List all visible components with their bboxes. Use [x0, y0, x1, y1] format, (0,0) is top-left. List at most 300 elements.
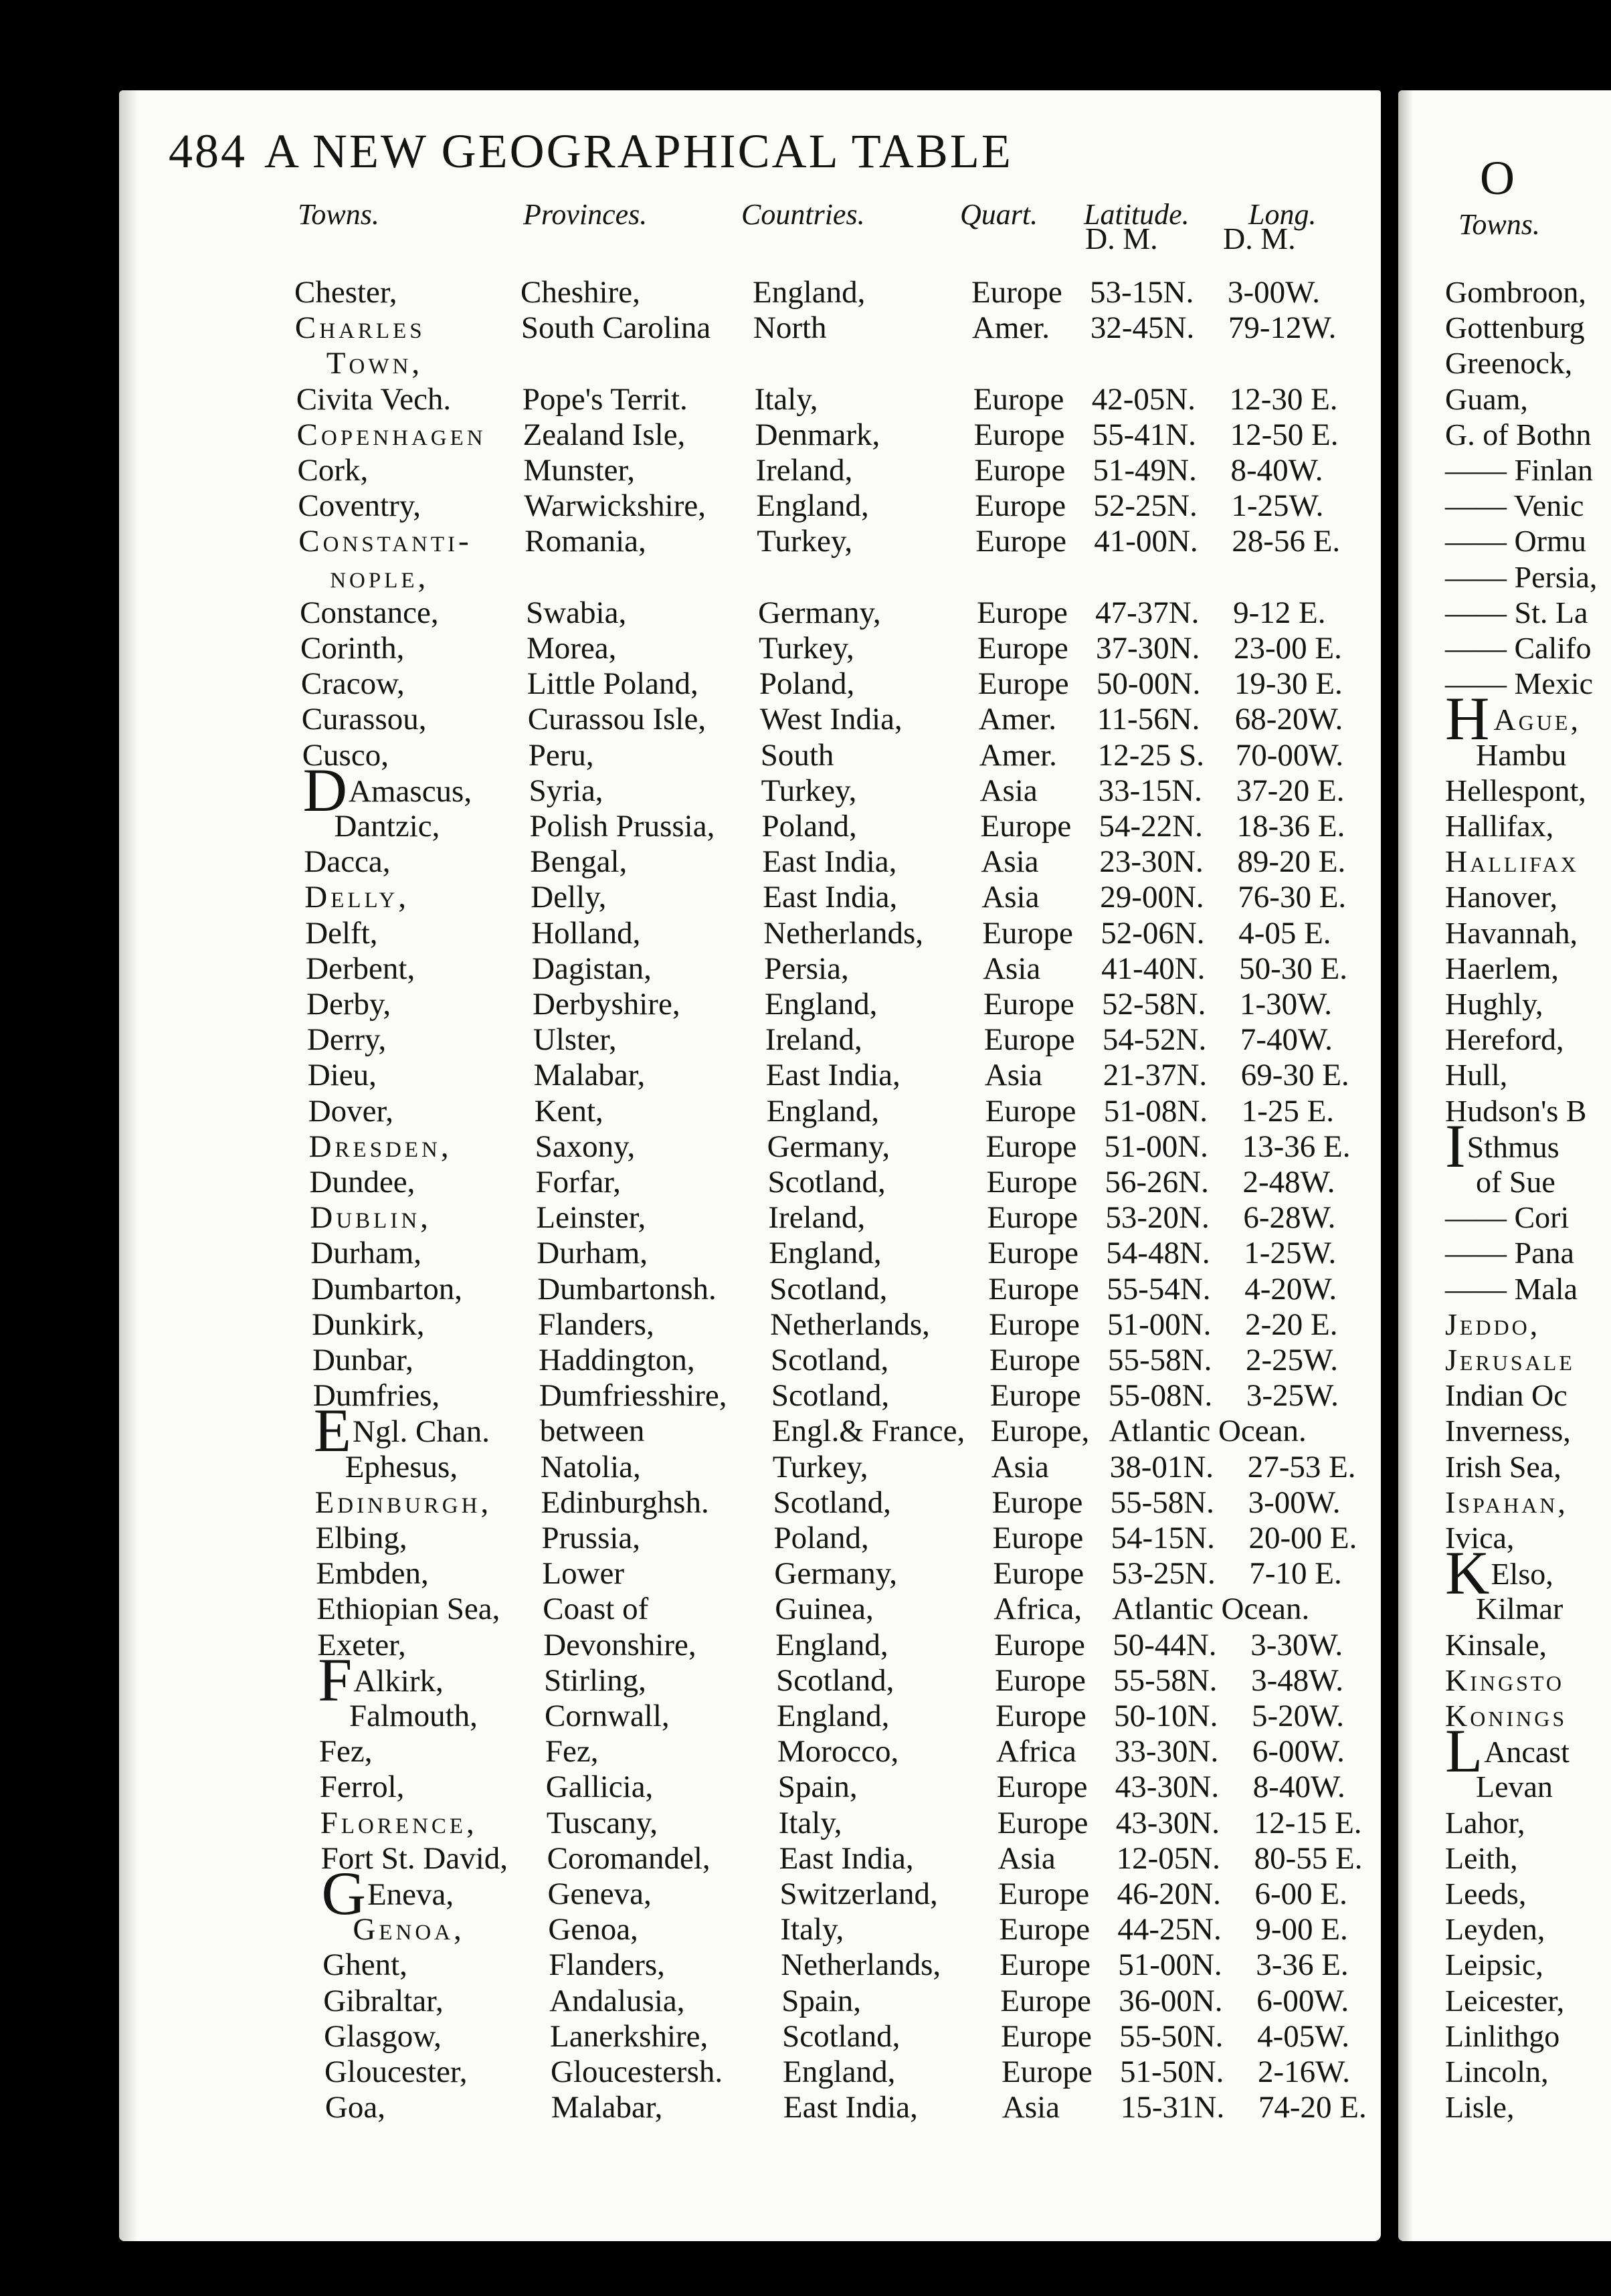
- table-row: [317, 1627, 1401, 1662]
- right-page-row: [1445, 1377, 1568, 1413]
- quarter-cell: [993, 1555, 1084, 1592]
- longitude-cell: [1252, 1733, 1345, 1769]
- latitude-cell: [1114, 1698, 1218, 1734]
- longitude-cell-text: 19-30 E.: [1234, 666, 1343, 702]
- table-row: [300, 595, 1384, 630]
- latitude-cell: [1105, 1129, 1208, 1165]
- town-cell: [299, 559, 429, 595]
- longitude-cell-text: 12-50 E.: [1230, 417, 1339, 452]
- country-cell-text: England,: [753, 275, 866, 310]
- right-page-row: [1445, 488, 1584, 523]
- town-cell: [300, 630, 404, 666]
- longitude-cell: [1254, 1840, 1363, 1877]
- quarter-cell: [975, 452, 1066, 488]
- town-cell-text: Genoa,: [353, 1912, 465, 1947]
- country-cell: [766, 1057, 901, 1093]
- table-row: [296, 345, 1380, 380]
- right-page-row: [1445, 417, 1592, 452]
- province-cell-text: Syria,: [529, 773, 603, 808]
- longitude-cell: [1234, 630, 1342, 666]
- province-cell: [547, 1805, 658, 1841]
- quarter-cell: [997, 1769, 1088, 1805]
- latitude-cell: [1097, 701, 1200, 737]
- country-cell-text: Germany,: [758, 595, 881, 630]
- latitude-cell: [1120, 2054, 1224, 2090]
- latitude-cell: [1119, 1983, 1222, 2019]
- country-cell-text: Switzerland,: [779, 1877, 938, 1911]
- province-cell: [535, 1093, 603, 1129]
- latitude-cell-text: 54-15N.: [1111, 1521, 1215, 1555]
- town-cell-text: Dover,: [308, 1093, 394, 1129]
- right-page-row: [1445, 1235, 1574, 1270]
- latitude-cell-text: 43-30N.: [1115, 1769, 1220, 1805]
- quarter-cell-text: Europe: [995, 1662, 1086, 1698]
- quarter-cell: [977, 630, 1068, 666]
- quarter-cell-text: Europe: [975, 488, 1066, 524]
- country-cell: [779, 1840, 914, 1877]
- longitude-cell: [1238, 879, 1346, 915]
- town-cell: [298, 523, 472, 559]
- province-cell-text: Genoa,: [548, 1912, 638, 1947]
- longitude-cell: [1254, 1805, 1362, 1841]
- latitude-cell: [1111, 1485, 1214, 1521]
- country-cell: [769, 1235, 881, 1271]
- latitude-cell: [1119, 2018, 1223, 2054]
- town-cell-text: Dumbarton,: [311, 1271, 463, 1307]
- town-cell: [310, 1164, 415, 1200]
- longitude-cell-text: 76-30 E.: [1238, 880, 1347, 915]
- longitude-cell: [1235, 701, 1343, 737]
- town-cell: [295, 310, 425, 346]
- longitude-cell-text: 7-10 E.: [1249, 1556, 1342, 1592]
- latitude-cell: [1118, 1947, 1222, 1983]
- right-page-town-text: —— Venic: [1445, 488, 1584, 523]
- quarter-cell: [987, 1164, 1078, 1200]
- quarter-cell-text: Europe: [983, 987, 1074, 1022]
- country-cell: [753, 310, 827, 346]
- right-page-town-text: Hughly,: [1445, 987, 1543, 1021]
- province-cell: [547, 1840, 710, 1877]
- drop-initial: D: [302, 755, 348, 824]
- table-row: [302, 737, 1386, 772]
- right-page-row: [1445, 1591, 1563, 1626]
- latitude-cell-text: 41-40N.: [1101, 951, 1206, 986]
- right-page-town-text: Lincoln,: [1445, 2054, 1549, 2089]
- country-cell-text: Poland,: [773, 1521, 869, 1555]
- quarter-cell-text: Europe: [977, 595, 1068, 630]
- latitude-cell-text: 55-58N.: [1110, 1485, 1214, 1520]
- latitude-cell-text: 52-58N.: [1102, 987, 1206, 1022]
- quarter-cell-text: Europe: [987, 1200, 1078, 1236]
- quarter-cell-text: Europe: [992, 1521, 1084, 1555]
- latitude-cell: [1110, 1449, 1214, 1485]
- province-cell: [532, 951, 652, 987]
- right-page-town-text: Hellespont,: [1445, 773, 1586, 807]
- quarter-cell: [988, 1271, 1079, 1307]
- table-row: [304, 808, 1388, 843]
- table-row: [299, 559, 1383, 594]
- quarter-cell-text: Europe: [982, 915, 1073, 951]
- right-page-row: [1445, 1057, 1507, 1092]
- latitude-cell-text: 11-56N.: [1097, 702, 1200, 737]
- latitude-cell-text: 52-25N.: [1093, 488, 1198, 524]
- right-page-town-text: Ancast: [1484, 1735, 1570, 1769]
- longitude-cell: [1241, 1057, 1349, 1093]
- table-row: [311, 1271, 1395, 1306]
- latitude-cell: [1105, 1200, 1209, 1236]
- longitude-cell: [1258, 2054, 1350, 2090]
- province-cell-text: Dagistan,: [532, 951, 652, 986]
- quarter-cell: [993, 1520, 1084, 1556]
- province-cell: [527, 666, 698, 702]
- quarter-cell: [1000, 1983, 1091, 2019]
- town-cell: [316, 1520, 407, 1556]
- right-page-town-text: —— Persia,: [1445, 559, 1598, 594]
- latitude-cell-text: 38-01N.: [1109, 1449, 1214, 1485]
- quarter-cell-text: Europe: [989, 1307, 1080, 1342]
- right-page-row: [1445, 879, 1557, 915]
- drop-initial: F: [318, 1645, 353, 1714]
- latitude-cell: [1107, 1271, 1210, 1307]
- country-cell-text: Spain,: [781, 1983, 861, 2018]
- quarter-cell: [1002, 2089, 1060, 2125]
- longitude-cell: [1256, 1947, 1348, 1983]
- town-cell-text: Fort St. David,: [320, 1840, 508, 1876]
- country-cell: [773, 1485, 891, 1521]
- province-cell-text: Swabia,: [526, 595, 627, 630]
- quarter-cell: [989, 1342, 1080, 1378]
- country-cell: [765, 1022, 862, 1058]
- longitude-cell-text: 9-00 E.: [1255, 1912, 1348, 1947]
- latitude-cell-text: 43-30N.: [1115, 1805, 1220, 1840]
- province-cell: [537, 1271, 717, 1307]
- latitude-cell-text: 51-00N.: [1118, 1947, 1222, 1983]
- latitude-cell-text: 12-25 S.: [1097, 737, 1204, 773]
- quarter-cell-text: Africa,: [993, 1592, 1082, 1627]
- latitude-cell: [1117, 1911, 1221, 1947]
- table-row: [298, 452, 1382, 487]
- town-cell-text: Ferrol,: [319, 1769, 405, 1805]
- right-page-row: [1445, 844, 1579, 879]
- town-cell: [325, 2089, 385, 2125]
- right-page-town-text: Hambu: [1476, 737, 1567, 772]
- latitude-cell: [1107, 1307, 1211, 1343]
- town-cell: [320, 1769, 405, 1805]
- town-cell-text: Civita Vech.: [296, 381, 452, 417]
- longitude-cell-text: 89-20 E.: [1237, 844, 1346, 880]
- right-page-row: [1445, 1539, 1553, 1608]
- longitude-cell: [1258, 2089, 1367, 2125]
- province-cell: [542, 1520, 641, 1556]
- town-cell: [318, 1645, 444, 1714]
- latitude-cell: [1102, 986, 1206, 1022]
- right-page-row: [1445, 1271, 1578, 1307]
- latitude-cell-text: 51-49N.: [1093, 453, 1197, 488]
- latitude-cell: [1099, 808, 1203, 844]
- town-cell-text: Gibraltar,: [323, 1983, 444, 2018]
- latitude-cell-text: 32-45N.: [1090, 310, 1195, 346]
- town-cell-text: Delft,: [305, 915, 378, 951]
- town-cell-text: Gloucester,: [324, 2054, 468, 2089]
- right-page-row: [1445, 1022, 1564, 1057]
- country-cell: [761, 773, 857, 809]
- province-cell: [550, 2018, 708, 2054]
- longitude-cell: [1246, 1377, 1339, 1414]
- town-cell: [310, 1200, 432, 1236]
- country-cell-text: England,: [775, 1627, 888, 1662]
- country-cell: [775, 1627, 888, 1663]
- longitude-cell: [1253, 1769, 1345, 1805]
- town-cell: [308, 1057, 377, 1093]
- country-cell-text: East India,: [779, 1840, 914, 1876]
- latitude-cell-text: 51-08N.: [1103, 1093, 1208, 1129]
- table-row: [304, 879, 1388, 914]
- latitude-cell-text: 21-37N.: [1103, 1058, 1208, 1093]
- town-cell: [296, 381, 452, 417]
- longitude-cell-text: 74-20 E.: [1258, 2090, 1367, 2125]
- right-page-row: [1445, 1983, 1564, 2018]
- province-cell: [541, 1449, 641, 1485]
- province-cell: [531, 879, 606, 915]
- latitude-cell: [1091, 310, 1194, 346]
- town-cell-text: nople,: [330, 559, 430, 595]
- province-cell: [540, 1413, 645, 1449]
- table-row: [304, 844, 1388, 878]
- right-page-row: [1445, 1164, 1555, 1200]
- country-cell-text: Italy,: [754, 381, 818, 417]
- table-row: [308, 1057, 1392, 1092]
- right-page-row: [1445, 345, 1572, 381]
- country-cell-text: South: [760, 737, 834, 773]
- longitude-cell-text: 2-48W.: [1242, 1165, 1335, 1200]
- right-page-row: [1445, 986, 1543, 1022]
- quarter-cell-text: Europe: [989, 1343, 1080, 1377]
- latitude-cell: [1116, 1805, 1220, 1841]
- latitude-cell-text: 15-31N.: [1120, 2090, 1225, 2125]
- province-cell: [542, 1555, 624, 1592]
- right-page-town-text: —— St. La: [1445, 595, 1588, 630]
- province-cell: [541, 1485, 709, 1521]
- quarter-cell-text: Europe: [985, 1093, 1076, 1129]
- province-cell-text: Malabar,: [551, 2090, 663, 2125]
- table-row: [316, 1591, 1400, 1626]
- latitude-cell-text: 53-15N.: [1090, 275, 1194, 310]
- country-cell: [783, 2089, 918, 2125]
- province-cell: [524, 488, 706, 524]
- longitude-cell: [1233, 595, 1325, 631]
- longitude-cell-text: 3-00W.: [1248, 1485, 1341, 1520]
- country-cell-text: England,: [783, 2054, 896, 2089]
- town-cell: [301, 666, 405, 702]
- table-row: [324, 2018, 1408, 2053]
- quarter-cell-text: Europe: [973, 381, 1064, 417]
- country-cell-text: Scotland,: [767, 1165, 886, 1200]
- longitude-cell: [1243, 1200, 1335, 1236]
- quarter-cell-text: Europe: [1001, 2018, 1092, 2054]
- longitude-cell-text: 8-40W.: [1230, 453, 1323, 488]
- province-cell: [536, 1200, 646, 1236]
- province-cell-text: South Carolina: [520, 310, 711, 346]
- table-row: [322, 1911, 1406, 1946]
- latitude-cell-text: 44-25N.: [1117, 1912, 1222, 1947]
- page-number: 484: [169, 124, 247, 178]
- table-row: [296, 381, 1380, 416]
- province-cell: [548, 1911, 638, 1947]
- quarter-cell: [979, 701, 1056, 737]
- latitude-cell: [1093, 452, 1197, 488]
- table-row: [318, 1698, 1402, 1733]
- latitude-cell-text: Atlantic Ocean.: [1109, 1414, 1307, 1449]
- latitude-cell-text: 51-00N.: [1104, 1129, 1208, 1164]
- quarter-cell: [985, 1057, 1042, 1093]
- province-cell: [531, 915, 640, 951]
- province-cell-text: Forfar,: [535, 1165, 621, 1200]
- country-cell: [763, 915, 923, 951]
- town-cell-text: Amascus,: [349, 773, 472, 809]
- province-cell: [543, 1627, 696, 1663]
- col-countries-heading: Countries.: [741, 198, 865, 231]
- table-row: [301, 666, 1385, 700]
- province-cell-text: Stirling,: [544, 1662, 646, 1698]
- drop-initial: K: [1445, 1539, 1490, 1608]
- country-cell-text: Turkey,: [757, 524, 853, 559]
- town-cell: [297, 417, 486, 453]
- longitude-cell-text: 9-12 E.: [1233, 595, 1326, 630]
- latitude-cell-text: 55-54N.: [1107, 1271, 1211, 1307]
- province-cell-text: Holland,: [531, 915, 641, 951]
- table-row: [305, 915, 1389, 950]
- right-page-row: [1445, 274, 1586, 310]
- province-cell-text: Lower: [542, 1556, 625, 1592]
- town-cell: [314, 1449, 458, 1485]
- town-cell: [319, 1733, 373, 1769]
- town-cell: [294, 274, 397, 310]
- quarter-cell: [981, 879, 1039, 915]
- right-page-town-text: Linlithgo: [1445, 2018, 1560, 2053]
- province-cell: [549, 1983, 684, 2019]
- table-row: [309, 1129, 1393, 1163]
- right-page-town-text: Leyden,: [1445, 1912, 1545, 1947]
- longitude-cell: [1249, 1520, 1357, 1556]
- right-page-town-text: of Sue: [1476, 1165, 1555, 1199]
- quarter-cell-text: Europe: [996, 1769, 1088, 1805]
- longitude-cell: [1228, 274, 1320, 310]
- country-cell-text: Guinea,: [775, 1592, 874, 1627]
- right-page-row: [1445, 1911, 1545, 1947]
- quarter-cell: [990, 1377, 1081, 1414]
- country-cell: [783, 2054, 895, 2090]
- province-cell-text: Lanerkshire,: [550, 2018, 708, 2054]
- town-cell-text: Ghent,: [322, 1947, 407, 1983]
- table-row: [321, 1840, 1405, 1875]
- right-page-row: [1445, 595, 1588, 630]
- quarter-cell: [993, 1591, 1082, 1627]
- quarter-cell-text: Asia: [1002, 2090, 1060, 2125]
- country-cell-text: Engl.& France,: [771, 1414, 965, 1449]
- country-cell: [779, 1805, 842, 1841]
- col-longitude-heading: Long.: [1248, 198, 1317, 231]
- longitude-cell-text: 37-20 E.: [1236, 773, 1345, 808]
- right-page-town-text: —— Mala: [1445, 1271, 1578, 1306]
- latitude-cell-text: 53-25N.: [1111, 1556, 1216, 1592]
- latitude-cell-text: 37-30N.: [1096, 631, 1200, 666]
- quarter-cell: [987, 1200, 1078, 1236]
- table-row: [321, 1859, 1406, 1927]
- longitude-cell: [1256, 1983, 1349, 2019]
- latitude-cell: [1115, 1733, 1218, 1769]
- country-cell: [756, 488, 868, 524]
- quarter-cell-text: Amer.: [979, 737, 1057, 773]
- right-page-town-text: Kingsto: [1445, 1662, 1564, 1697]
- town-cell-text: Dumfries,: [312, 1378, 440, 1414]
- country-cell: [768, 1164, 886, 1200]
- province-cell-text: Saxony,: [535, 1129, 636, 1164]
- town-cell-text: Dublin,: [310, 1200, 432, 1236]
- province-cell: [523, 417, 686, 453]
- town-cell: [298, 452, 369, 488]
- longitude-cell-text: 3-30W.: [1250, 1627, 1343, 1662]
- drop-initial: I: [1445, 1111, 1466, 1180]
- quarter-cell-text: Asia: [981, 880, 1040, 915]
- latitude-cell-text: 47-37N.: [1095, 595, 1200, 630]
- col-quart-heading: Quart.: [960, 198, 1038, 231]
- latitude-cell: [1115, 1769, 1219, 1805]
- town-cell-text: Alkirk,: [353, 1663, 444, 1699]
- table-row: [319, 1733, 1403, 1768]
- town-cell-text: Florence,: [320, 1805, 478, 1840]
- latitude-cell: [1093, 417, 1196, 453]
- right-page-town-text: Leipsic,: [1445, 1947, 1543, 1982]
- province-cell-text: Bengal,: [530, 844, 628, 880]
- province-cell-text: Ulster,: [533, 1022, 617, 1058]
- country-cell-text: Netherlands,: [770, 1307, 930, 1342]
- longitude-cell-text: 6-28W.: [1243, 1200, 1336, 1236]
- town-cell: [304, 808, 440, 844]
- country-cell: [781, 1983, 861, 2019]
- quarter-cell-text: Amer.: [971, 310, 1050, 346]
- table-row: [323, 1983, 1407, 2018]
- longitude-cell-text: 6-00W.: [1256, 1983, 1349, 2018]
- town-cell: [320, 1805, 478, 1841]
- country-cell: [756, 452, 853, 488]
- province-cell: [551, 2089, 662, 2125]
- latitude-cell-text: 23-30N.: [1099, 844, 1204, 880]
- latitude-cell: [1098, 737, 1204, 773]
- table-row: [294, 274, 1378, 309]
- province-cell-text: Pope's Territ.: [522, 381, 688, 417]
- longitude-cell: [1248, 1449, 1356, 1485]
- longitude-cell: [1242, 1093, 1334, 1129]
- right-page-town-text: Greenock,: [1445, 346, 1573, 381]
- town-cell: [302, 701, 427, 737]
- longitude-cell-text: 28-56 E.: [1232, 524, 1341, 559]
- right-page-row: [1445, 1111, 1559, 1180]
- right-page-town-text: Leicester,: [1445, 1983, 1565, 2018]
- country-cell: [760, 701, 903, 737]
- quarter-cell: [983, 986, 1074, 1022]
- right-page-town-text: Lisle,: [1445, 2090, 1515, 2125]
- province-cell: [534, 1057, 645, 1093]
- table-row: [320, 1769, 1404, 1804]
- latitude-cell-text: 42-05N.: [1091, 381, 1196, 417]
- province-cell: [523, 381, 688, 417]
- province-cell: [538, 1307, 654, 1343]
- table-row: [298, 488, 1382, 522]
- province-cell-text: Morea,: [527, 631, 617, 666]
- latitude-cell-text: 56-26N.: [1105, 1165, 1209, 1200]
- quarter-cell-text: Europe: [998, 1877, 1090, 1911]
- town-cell: [310, 1235, 421, 1271]
